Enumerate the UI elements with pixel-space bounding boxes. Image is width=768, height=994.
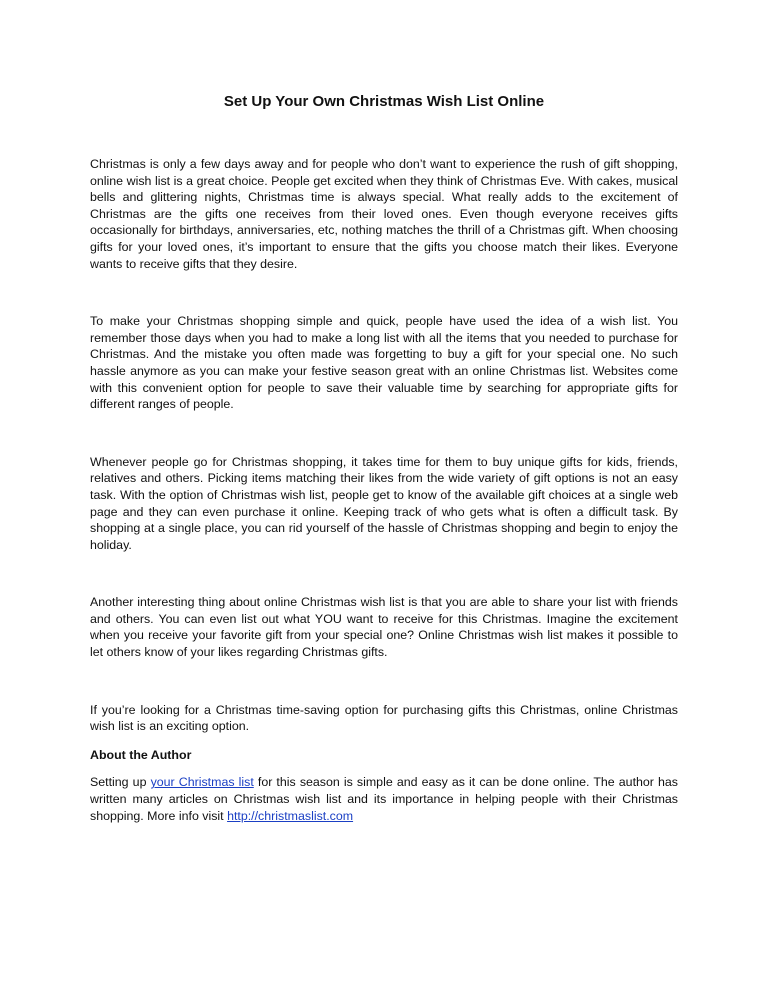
author-paragraph [90, 774, 678, 824]
paragraph-5: If you’re looking for a Christmas time-saving option for purchasing gifts this Christmas, online Christmas wish list is an exciting option. [90, 702, 678, 734]
author-text-1: Setting up [90, 775, 151, 790]
christmas-list-link[interactable]: your Christmas list [150, 775, 254, 790]
author-heading: About the Author [90, 747, 192, 762]
paragraph-2: To make your Christmas shopping simple and quick, people have used the idea of a wish list. You remember those days when you had to make a long list with all the items that you needed to purchase for Christmas. And the mistake you often made was forgetting to buy a gift for your special one. No such hassle anymore as you can make your festive season great with an online Christmas list. Websites come with this convenient option for people to save their valuable time by searching for appropriate gifts for different ranges of people. [90, 314, 678, 412]
paragraph-1: Christmas is only a few days away and for people who don’t want to experience the rush of gift shopping, online wish list is a great choice. People get excited when they think of Christmas Eve. With cakes, musical bells and glittering nights, Christmas time is always special. What really adds to the excitement of Christmas are the gifts one receives from their loved ones. Even though everyone receives gifts occasionally for birthdays, anniversaries, etc, nothing matches the thrill of a Christmas gift. When choosing gifts for your loved ones, it’s important to ensure that the gifts you choose match their likes. Everyone wants to receive gifts that they desire. [90, 157, 678, 271]
christmaslist-url-link[interactable]: http://christmaslist.com [227, 808, 354, 823]
document-title: Set Up Your Own Christmas Wish List Online [223, 93, 545, 110]
paragraph-3: Whenever people go for Christmas shopping, it takes time for them to buy unique gifts for kids, friends, relatives and others. Picking items matching their likes from the wide variety of gift options is not an easy task. With the option of Christmas wish list, people get to know of the available gift choices at a single web page and they can even purchase it online. Keeping track of who gets what is often a difficult task. By shopping at a single place, you can rid yourself of the hassle of Christmas shopping and begin to enjoy the holiday. [90, 454, 678, 552]
author-text-2: for this season is simple and easy as it can be done online. The author has written many articles on Christmas wish list and its importance in helping people with their Christmas shopping. More info visit [90, 775, 678, 823]
paragraph-4: Another interesting thing about online Christmas wish list is that you are able to share your list with friends and others. You can even list out what YOU want to receive for this Christmas. Imagine the excitement when you receive your favorite gift from your special one? Online Christmas wish list makes it possible to let others know of your likes regarding Christmas gifts. [90, 595, 678, 660]
